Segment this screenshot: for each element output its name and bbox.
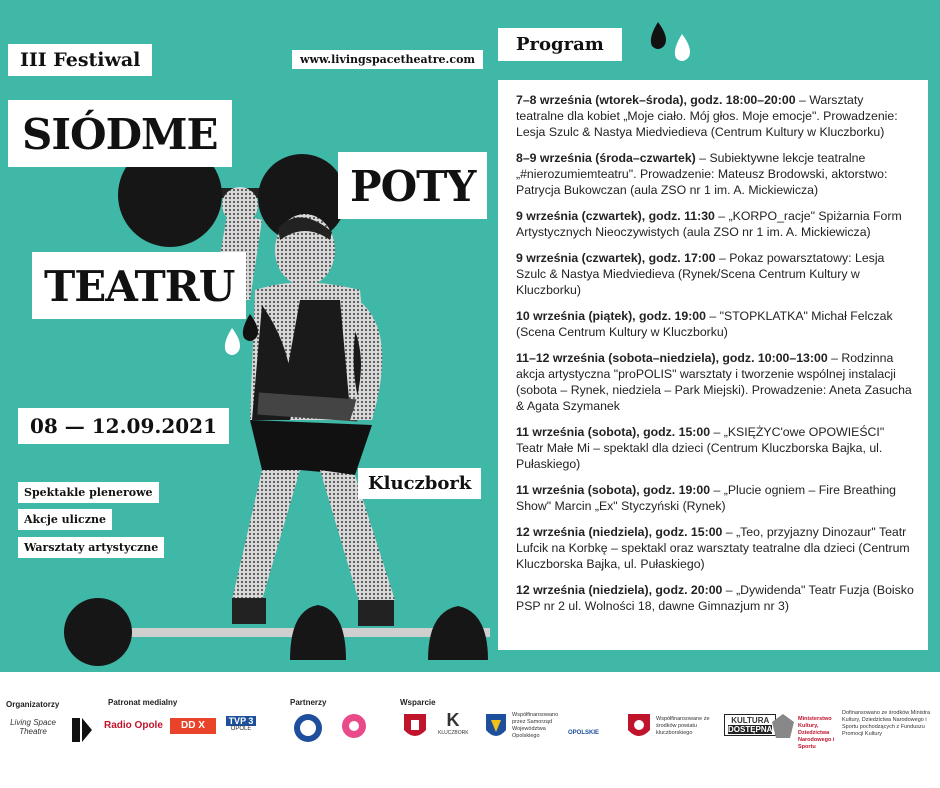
tvp-logo bbox=[226, 716, 256, 732]
kultura-dostepna-logo bbox=[724, 714, 776, 736]
ddx-logo-icon: DD X bbox=[170, 718, 216, 734]
drops-icon bbox=[222, 312, 262, 356]
program-entry: 7–8 września (wtorek–środa), godz. 18:00–20:00 – Warsztaty teatralne dla kobiet „Moje ciało. Mój głos. Moje emocje". Prowadzenie: Lesja Szulc & Nastya Miedviedieva (Centrum Kultury w Kluczborku) bbox=[516, 93, 898, 139]
support-label: Wsparcie bbox=[400, 698, 436, 707]
floor-bar bbox=[90, 628, 490, 637]
kluczbork-logo bbox=[438, 710, 468, 736]
program-entry: 9 września (czwartek), godz. 17:00 – Pokaz powarsztatowy: Lesja Szulc & Nastya Miedviedieva (Rynek/Scena Centrum Kultury w Kluczborku) bbox=[516, 251, 885, 297]
kluczbork-mark-icon: K bbox=[446, 710, 460, 730]
eagle-emblem-icon bbox=[770, 712, 796, 742]
program-entry: 11–12 września (sobota–niedziela), godz. 10:00–13:00 – Rodzinna akcja artystyczna "proPOLIS" warsztaty i tworzenie wspólnej instalacji (sobota – Rynek, niedziela – Park Miejski). Prowadzenie: Aneta Zasucha & Agata Szymanek bbox=[516, 351, 912, 413]
program-entry: 12 września (niedziela), godz. 20:00 – „Dywidenda" Teatr Fuzja (Boisko PSP nr 2 ul. Wolności 18, dawne Gimnazjum nr 3) bbox=[516, 583, 914, 613]
voivodeship-cofunding-text: Współfinansowano przez Samorząd Województwa Opolskiego bbox=[512, 712, 559, 739]
program-entry: 9 września (czwartek), godz. 11:30 – „KORPO_racje" Spiżarnia Form Artystycznych Nieoczywistych (aula ZSO nr 1 im. A. Mickiewicza) bbox=[516, 209, 902, 239]
program-heading: Program bbox=[498, 28, 622, 61]
opolskie-arms-icon bbox=[484, 712, 508, 742]
patronage-label: Patronat medialny bbox=[108, 698, 178, 707]
coat-of-arms-icon bbox=[402, 712, 428, 742]
kluczbork-name: KLUCZBORK bbox=[438, 730, 469, 736]
program-entry: 8–9 września (środa–czwartek) – Subiektywne lekcje teatralne „#nierozumiemteatru". Prowadzenie: Mateusz Brodowski, aktorstwo: Patrycja Bukowczan (aula ZSO nr 1 im. A. Mickiewicza) bbox=[516, 151, 888, 197]
living-space-logo: Living Space Theatre bbox=[10, 718, 56, 736]
organizer-logo-icon bbox=[70, 716, 94, 744]
partners-label: Partnerzy bbox=[290, 698, 327, 707]
city-label: Kluczbork bbox=[358, 468, 481, 499]
title-line-3: TEATRU bbox=[32, 252, 246, 319]
festival-dates: 08 — 12.09.2021 bbox=[18, 408, 229, 444]
website-link[interactable]: www.livingspacetheatre.com bbox=[292, 50, 483, 69]
ministry-funding-text: Dofinansowano ze środków Ministra Kultury, Dziedzictwa Narodowego i Sportu pochodzących z Funduszu Promocji Kultury bbox=[842, 710, 931, 737]
organizers-label: Organizatorzy bbox=[6, 700, 60, 709]
floor-weight-left bbox=[64, 598, 132, 666]
partner-logo-icon bbox=[292, 712, 324, 744]
category-tag: Warsztaty artystyczne bbox=[18, 537, 164, 558]
tvp-name: TVP 3 bbox=[226, 716, 256, 726]
drops-icon bbox=[648, 20, 694, 64]
sponsors-footer bbox=[0, 672, 940, 788]
ministry-logo: Ministerstwo Kultury, Dziedzictwa Narodowego i Sportu bbox=[798, 716, 835, 750]
title-line-1: SIÓDME bbox=[8, 100, 232, 167]
program-entry: 10 września (piątek), godz. 19:00 – "STOPKLATKA" Michał Felczak (Scena Centrum Kultury w Kluczborku) bbox=[516, 309, 893, 339]
tvp-subtitle: OPOLE bbox=[230, 726, 252, 732]
program-entry: 12 września (niedziela), godz. 15:00 – „Teo, przyjazny Dinozaur" Teatr Lufcik na Korbkę – spektakl oraz warsztaty teatralne dla dzieci (Centrum Kluczborska Bajka, ul. Pułaskiego) bbox=[516, 525, 910, 571]
program-entry: 11 września (sobota), godz. 15:00 – „KSIĘŻYC'owe OPOWIEŚCI" Teatr Małe Mi – spektakl dla dzieci (Centrum Kluczborska Bajka, ul. Pułaskiego) bbox=[516, 425, 885, 471]
program-entry: 11 września (sobota), godz. 19:00 – „Plucie ogniem – Fire Breathing Show" Marcin „Ex" Styczyński (Rynek) bbox=[516, 483, 896, 513]
title-line-2: POTY bbox=[338, 152, 487, 219]
program-list bbox=[498, 80, 928, 650]
radio-opole-logo: Radio Opole bbox=[104, 720, 163, 731]
opolskie-logo: OPOLSKIE bbox=[568, 730, 600, 736]
festival-label: III Festiwal bbox=[8, 44, 152, 76]
category-tag: Spektakle plenerowe bbox=[18, 482, 159, 503]
category-tag: Akcje uliczne bbox=[18, 509, 112, 530]
partner-logo-icon bbox=[340, 712, 368, 740]
kultura-line-2: DOSTĘPNA bbox=[728, 725, 773, 734]
powiat-cofunding-text: Współfinansowane ze środków powiatu kluczborskiego bbox=[656, 716, 710, 736]
powiat-arms-icon bbox=[626, 712, 652, 742]
kultura-line-1: KULTURA bbox=[731, 716, 770, 725]
